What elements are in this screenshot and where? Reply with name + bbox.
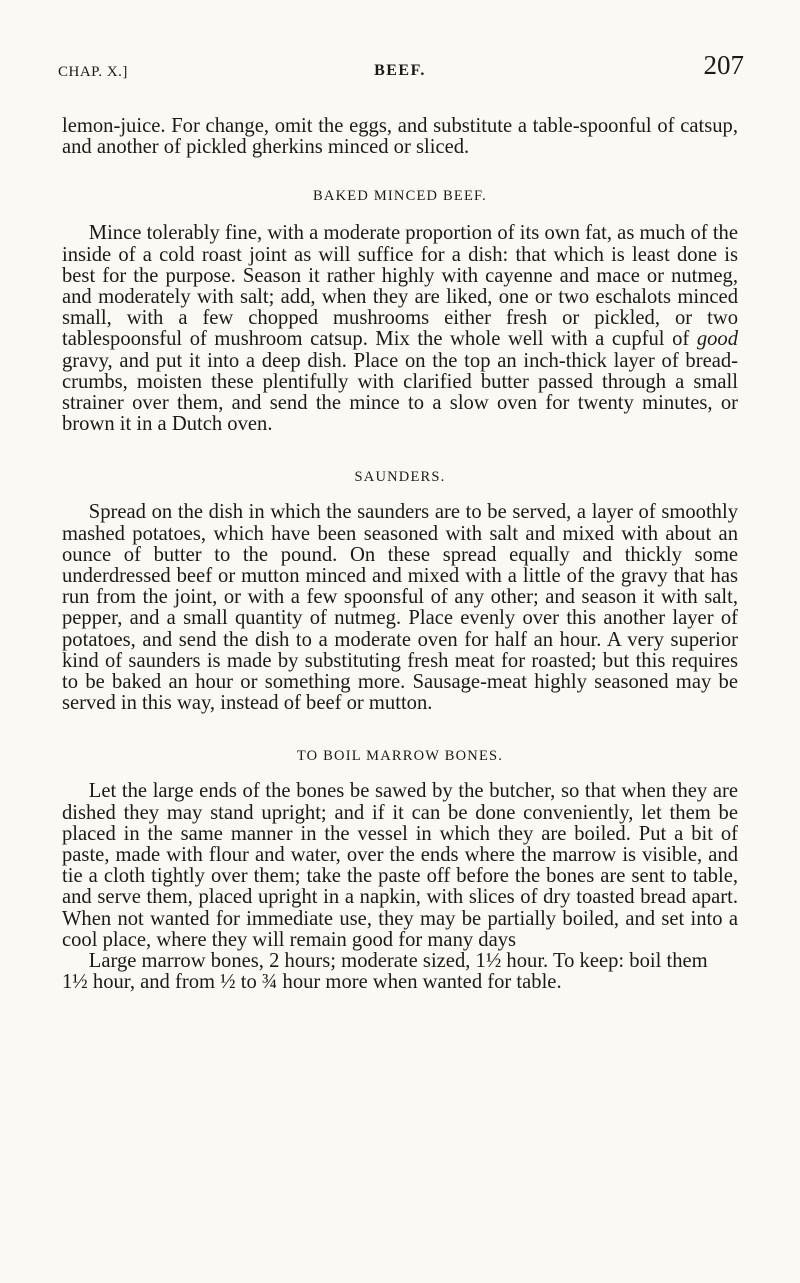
page-number: 207 bbox=[703, 50, 744, 80]
paragraph-saunders: Spread on the dish in which the saunders are to be served, a layer of smoothly mashed potatoes, which have been seasoned with salt and mixed with about an ounce of butter to the pound. On these spread equally and thickly some underdressed beef or mutton minced and mixed with a little of the gravy that has run from the joint, or with a few spoonsful of any other; and season it with salt, pepper, and a small quantity of nutmeg. Place evenly over this another layer of potatoes, and send the dish to a moderate oven for half an hour. A very superior kind of saunders is made by substituting fresh meat for roasted; but this requires to be baked an hour or something more. Sausage-meat highly seasoned may be served in this way, instead of beef or mutton. bbox=[62, 501, 738, 715]
paragraph-marrow-bones: Let the large ends of the bones be sawed by the butcher, so that when they are dished they may stand upright; and if it can be done conveniently, let them be placed in the same manner in the vessel in which they are boiled. Put a bit of paste, made with flour and water, over the ends where the marrow is visible, and tie a cloth tightly over them; take the paste off before the bones are sent to table, and serve them, placed upright in a napkin, with slices of dry toasted bread apart. When not wanted for immediate use, they may be partially boiled, and set into a cool place, where they will remain good for many days bbox=[62, 780, 738, 951]
paragraph-text: gravy, and put it into a deep dish. Place on the top an inch-thick layer of bread-crumbs, moisten these plentifully with clarified butter passed through a small strainer over them, and send the mince to a slow oven for twenty minutes, or brown it in a Dutch oven. bbox=[62, 349, 738, 436]
continuation-paragraph: lemon-juice. For change, omit the eggs, and substitute a table-spoonful of catsup, and another of pickled gherkins minced or sliced. bbox=[62, 115, 738, 159]
chapter-marker: CHAP. X.] bbox=[58, 64, 128, 80]
paragraph-marrow-times: Large marrow bones, 2 hours; moderate sized, 1½ hour. To keep: boil them 1½ hour, and from ½ to ¾ hour more when wanted for table. bbox=[62, 950, 708, 994]
section-heading-baked-minced-beef: BAKED MINCED BEEF. bbox=[313, 188, 487, 205]
section-heading-marrow-bones: TO BOIL MARROW BONES. bbox=[296, 748, 504, 765]
running-title: BEEF. bbox=[374, 62, 426, 79]
emphasized-word: good bbox=[696, 328, 738, 351]
paragraph-text: Mince tolerably fine, with a moderate proportion of its own fat, as much of the inside of a cold roast joint as will suffice for a dish: that which is least done is best for the purpose. Season it rather highly with cayenne and mace or nutmeg, and moderately with salt; add, when they are liked, one or two eschalots minced small, with a few chopped mushrooms either fresh or pickled, or two tablespoonsful of mushroom catsup. Mix the whole well with a cupful of bbox=[62, 222, 738, 351]
book-page bbox=[58, 40, 744, 994]
section-heading-saunders: SAUNDERS. bbox=[354, 469, 446, 486]
running-head bbox=[58, 40, 744, 86]
paragraph-baked-minced-beef bbox=[62, 223, 738, 435]
